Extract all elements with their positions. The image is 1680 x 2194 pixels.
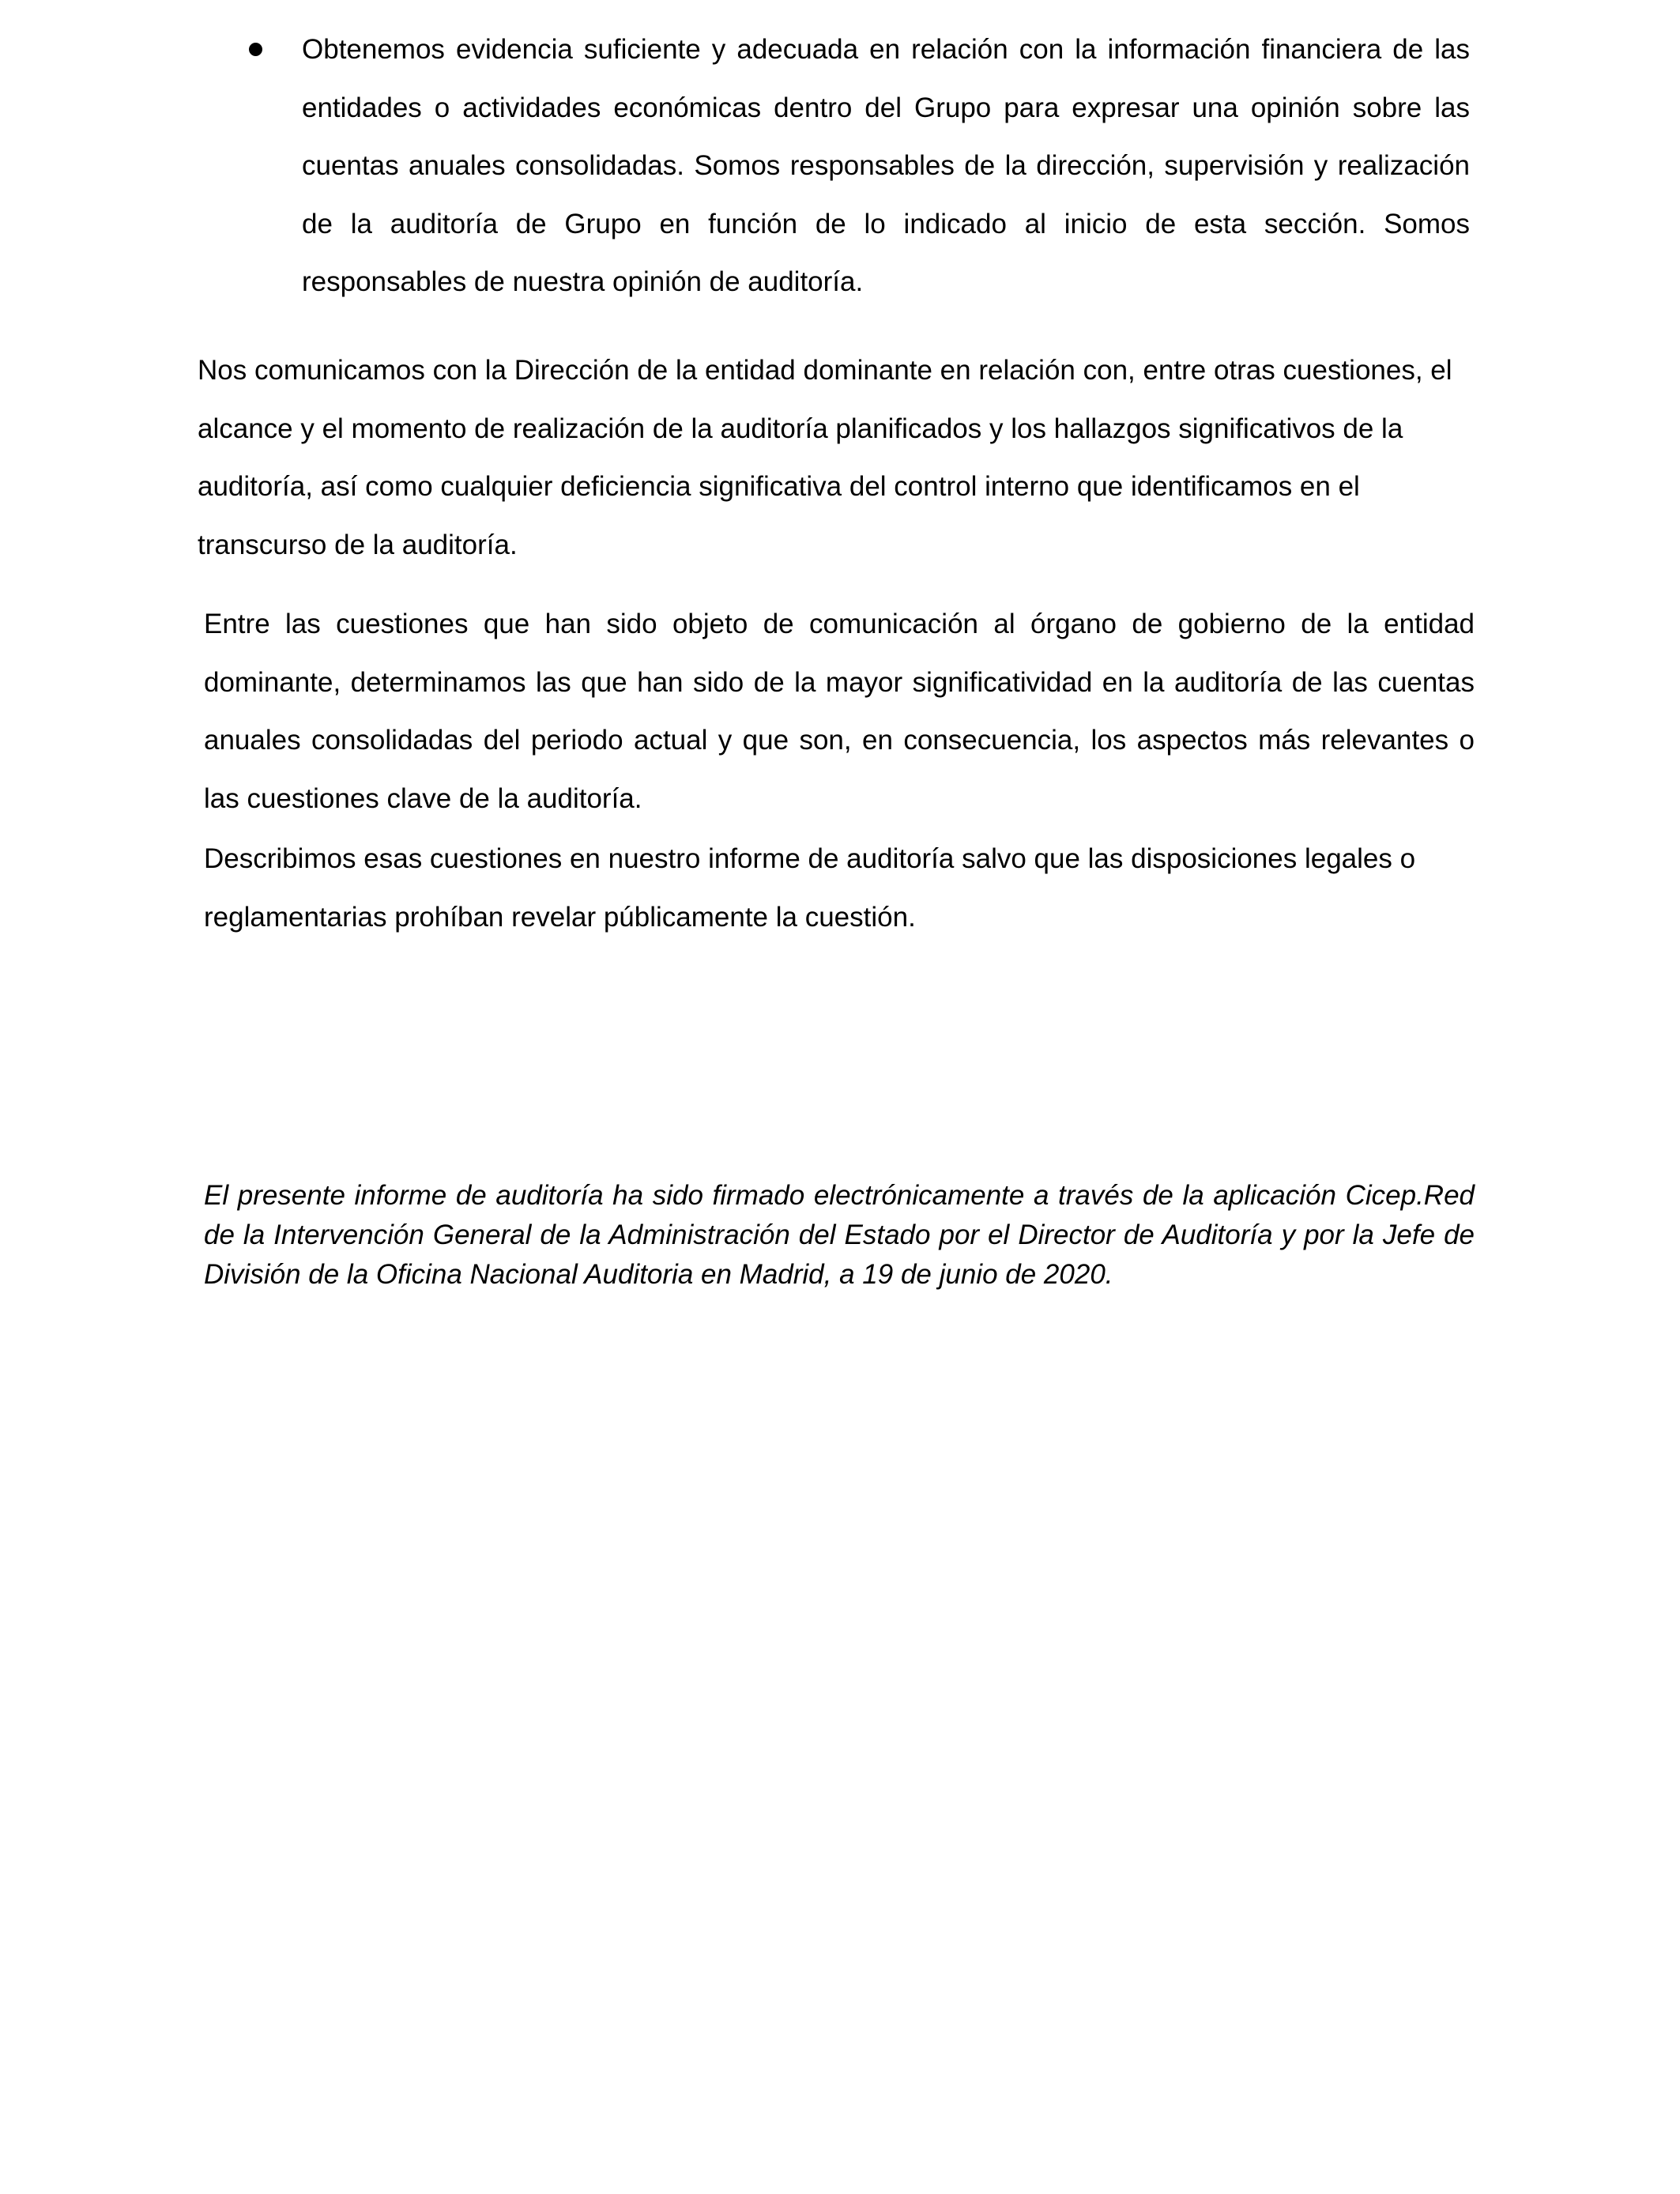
- electronic-signature-note: El presente informe de auditoría ha sido firmado electrónicamente a través de la aplicación Cicep.Red de la Intervención General de la Administración del Estado por el Director de Auditoría y por la Jefe de División de la Oficina Nacional Auditoria en Madrid, a 19 de junio de 2020.: [204, 1180, 1475, 1290]
- paragraph-communication: Nos comunicamos con la Dirección de la entidad dominante en relación con, entre otras cuestiones, el alcance y el momento de realización de la auditoría planificados y los hallazgos significativos de la auditoría, así como cualquier deficiencia significativa del control interno que identificamos en el transcurso de la auditoría.: [198, 355, 1452, 560]
- paragraph-disclosure: Describimos esas cuestiones en nuestro informe de auditoría salvo que las disposiciones legales o reglamentarias prohíban revelar públicamente la cuestión.: [204, 843, 1416, 933]
- bullet-item-text: Obtenemos evidencia suficiente y adecuada en relación con la información financiera de las entidades o actividades económicas dentro del Grupo para expresar una opinión sobre las cuentas anuales consolidadas. Somos responsables de la dirección, supervisión y realización de la auditoría de Grupo en función de lo indicado al inicio de esta sección. Somos responsables de nuestra opinión de auditoría.: [302, 34, 1470, 297]
- bullet-icon: [249, 43, 262, 56]
- paragraph-key-matters: Entre las cuestiones que han sido objeto de comunicación al órgano de gobierno de la entidad dominante, determinamos las que han sido de la mayor significatividad en la auditoría de las cuentas anuales consolidadas del periodo actual y que son, en consecuencia, los aspectos más relevantes o las cuestiones clave de la auditoría.: [204, 609, 1475, 814]
